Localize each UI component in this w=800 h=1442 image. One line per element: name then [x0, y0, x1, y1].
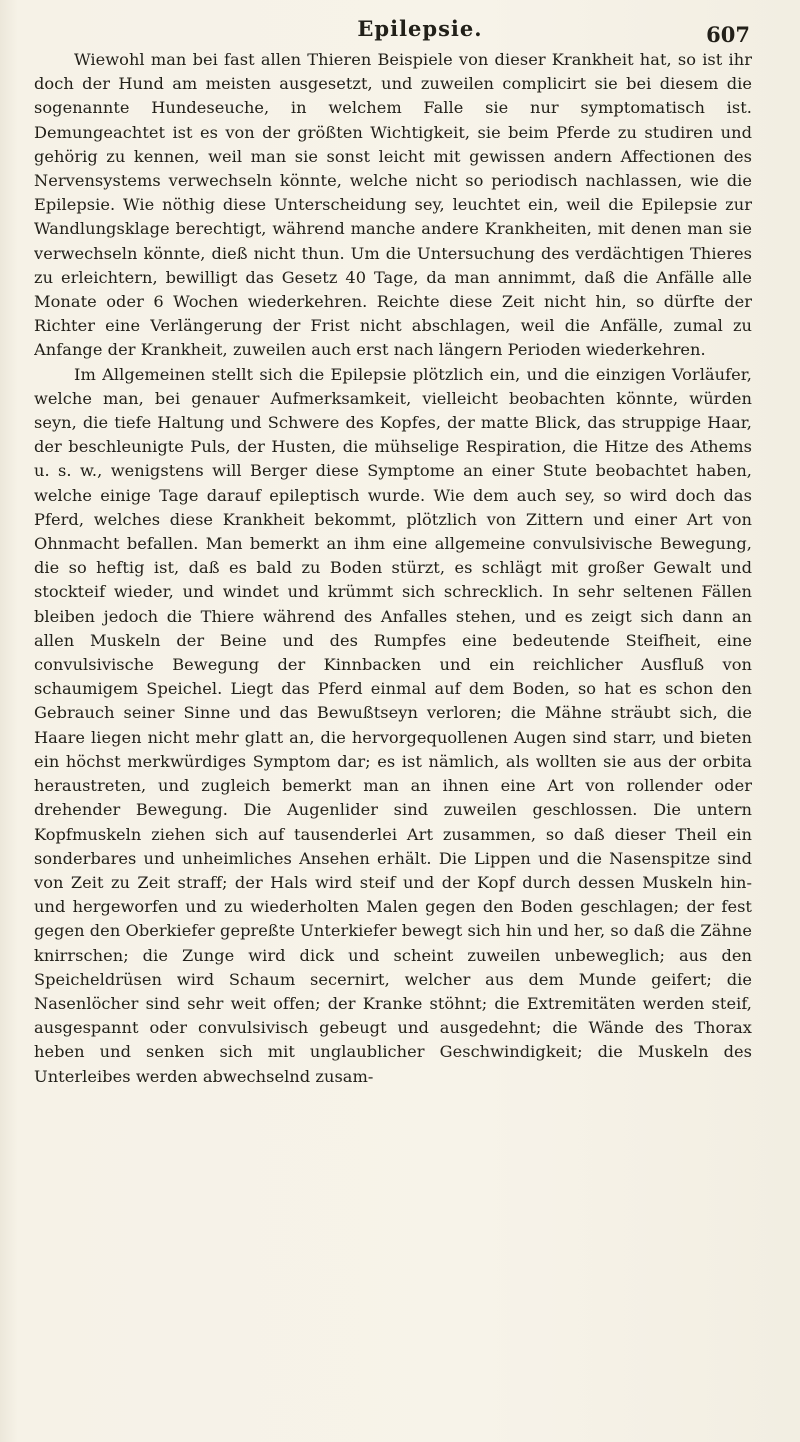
- running-head: [0, 16, 800, 46]
- body-text: [34, 48, 752, 1388]
- page-number: 607: [706, 22, 750, 47]
- paragraph-epilepsy-occurrence: Wiewohl man bei fast allen Thieren Beispiele von dieser Krankheit hat, so ist ihr doch der Hund am meisten ausgesetzt, und zuweilen complicirt sie bei diesem die sogenannte Hundeseuche, in welchem Falle sie nur symptomatisch ist. Demungeachtet ist es von der größten Wichtigkeit, sie beim Pferde zu studiren und gehörig zu kennen, weil man sie sonst leicht mit gewissen andern Affectionen des Nervensystems verwechseln könnte, welche nicht so periodisch nachlassen, wie die Epilepsie. Wie nöthig diese Unterscheidung sey, leuchtet ein, weil die Epilepsie zur Wandlungsklage berechtigt, während manche andere Krankheiten, mit denen man sie verwechseln könnte, dieß nicht thun. Um die Untersuchung des verdächtigen Thieres zu erleichtern, bewilligt das Gesetz 40 Tage, da man annimmt, daß die Anfälle alle Monate oder 6 Wochen wiederkehren. Reichte diese Zeit nicht hin, so dürfte der Richter eine Verlängerung der Frist nicht abschlagen, weil die Anfälle, zumal zu Anfange der Krankheit, zuweilen auch erst nach längern Perioden wiederkehren.: [34, 50, 752, 360]
- paragraph-epilepsy-symptoms: Im Allgemeinen stellt sich die Epilepsie plötzlich ein, und die einzigen Vorläufer, welche man, bei genauer Aufmerksamkeit, vielleicht beobachten könnte, würden seyn, die tiefe Haltung und Schwere des Kopfes, der matte Blick, das struppige Haar, der beschleunigte Puls, der Husten, die mühselige Respiration, die Hitze des Athems u. s. w., wenigstens will Berger diese Symptome an einer Stute beobachtet haben, welche einige Tage darauf epileptisch wurde. Wie dem auch sey, so wird doch das Pferd, welches diese Krankheit bekommt, plötzlich von Zittern und einer Art von Ohnmacht befallen. Man bemerkt an ihm eine allgemeine convulsivische Bewegung, die so heftig ist, daß es bald zu Boden stürzt, es schlägt mit großer Gewalt und stockteif wieder, und windet und krümmt sich schrecklich. In sehr seltenen Fällen bleiben jedoch die Thiere während des Anfalles stehen, und es zeigt sich dann an allen Muskeln der Beine und des Rumpfes eine bedeutende Steifheit, eine convulsivische Bewegung der Kinnbacken und ein reichlicher Ausfluß von schaumigem Speichel. Liegt das Pferd einmal auf dem Boden, so hat es schon den Gebrauch seiner Sinne und das Bewußtseyn verloren; die Mähne sträubt sich, die Haare liegen nicht mehr glatt an, die hervorgequollenen Augen sind starr, und bieten ein höchst merkwürdiges Symptom dar; es ist nämlich, als wollten sie aus der orbita heraustreten, und zugleich bemerkt man an ihnen eine Art von rollender oder drehender Bewegung. Die Augenlider sind zuweilen geschlossen. Die untern Kopfmuskeln ziehen sich auf tausenderlei Art zusammen, so daß dieser Theil ein sonderbares und unheimliches Ansehen erhält. Die Lippen und die Nasenspitze sind von Zeit zu Zeit straff; der Hals wird steif und der Kopf durch dessen Muskeln hin- und hergeworfen und zu wiederholten Malen gegen den Boden geschlagen; der fest gegen den Oberkiefer gepreßte Unterkiefer bewegt sich hin und her, so daß die Zähne knirrschen; die Zunge wird dick und scheint zuweilen unbeweglich; aus den Speicheldrüsen wird Schaum secernirt, welcher aus dem Munde geifert; die Nasenlöcher sind sehr weit offen; der Kranke stöhnt; die Extremitäten werden steif, ausgespannt oder convulsivisch gebeugt und ausgedehnt; die Wände des Thorax heben und senken sich mit unglaublicher Geschwindigkeit; die Muskeln des Unterleibes werden abwechselnd zusam-: [34, 364, 752, 1086]
- running-title: Epilepsie.: [357, 16, 483, 41]
